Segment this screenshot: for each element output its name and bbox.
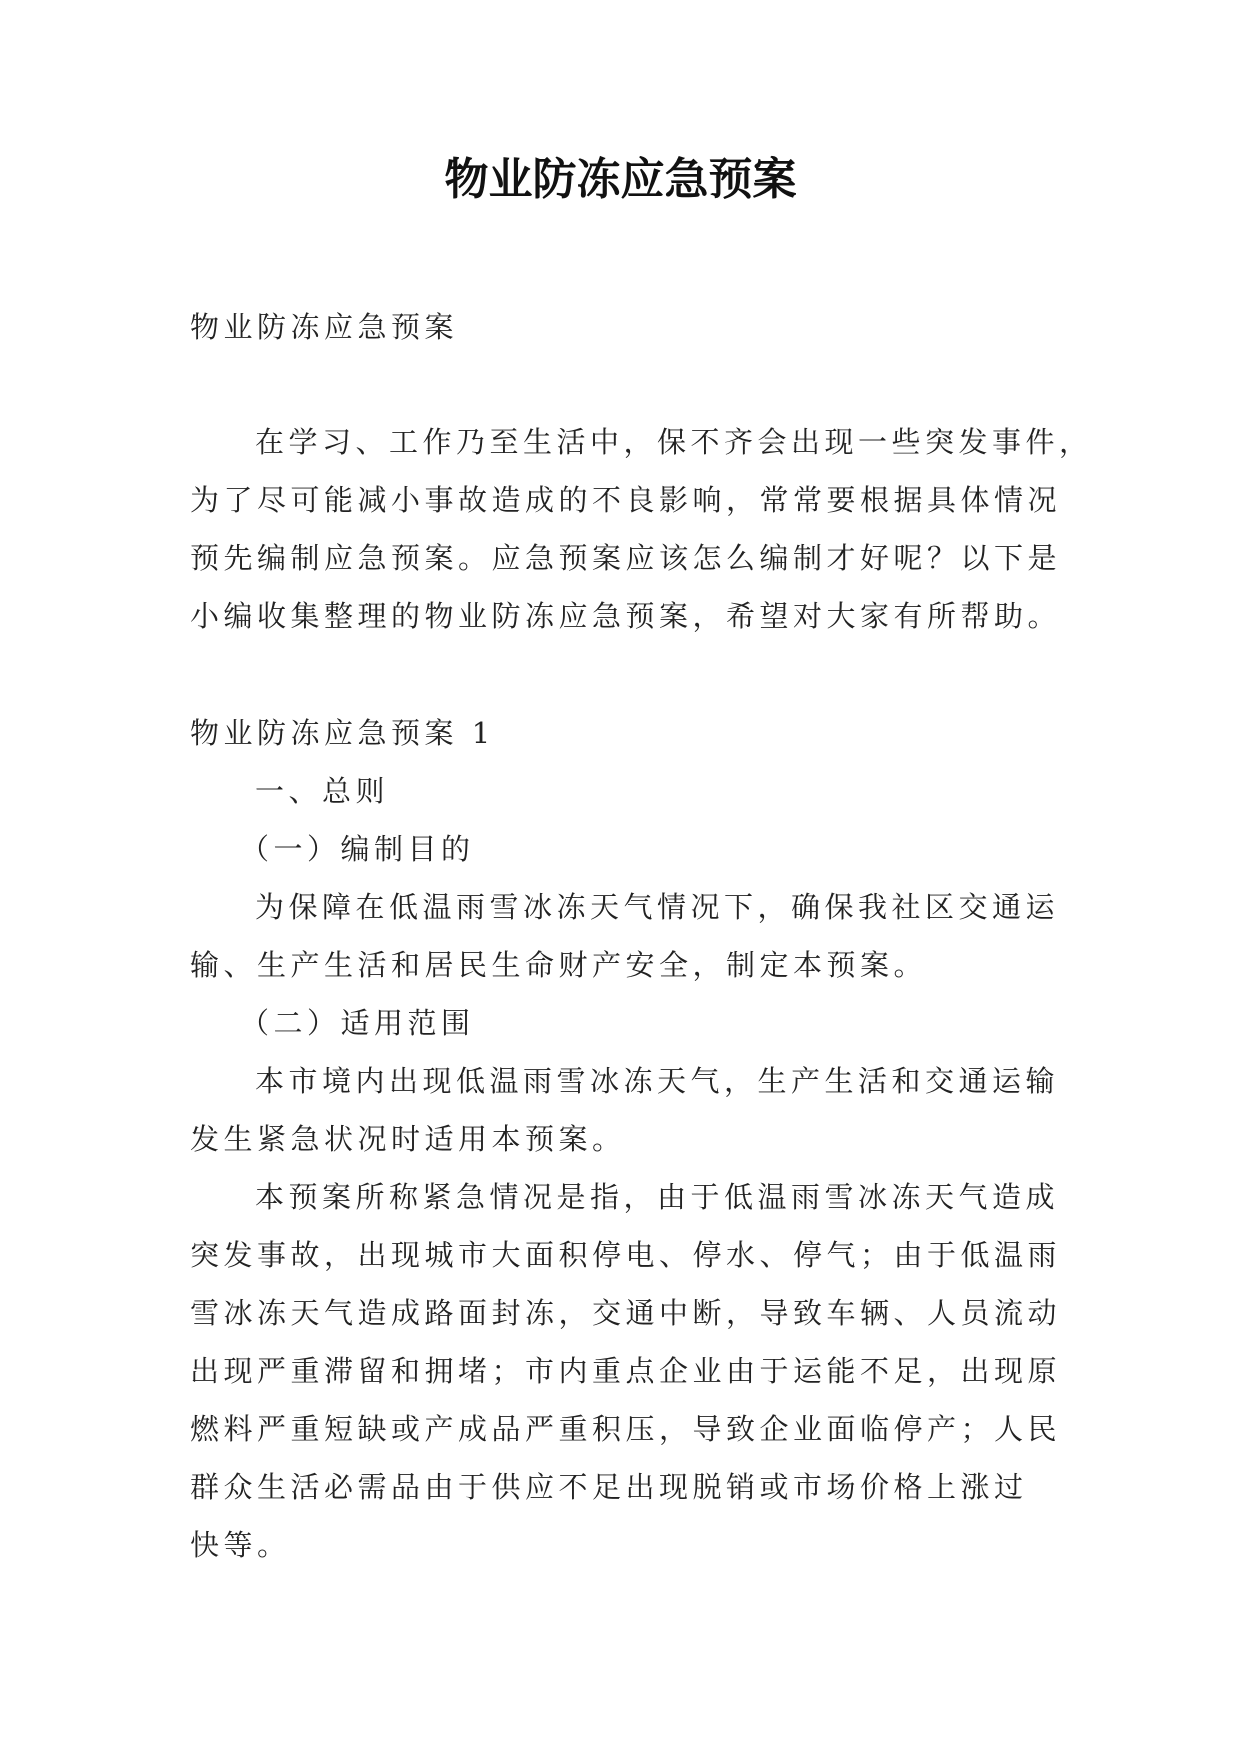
intro-line: 为了尽可能减小事故造成的不良影响，常常要根据具体情况 bbox=[190, 483, 1062, 517]
emergency-line: 燃料严重短缺或产成品严重积压，导致企业面临停产；人民 bbox=[190, 1412, 1062, 1446]
heading-purpose: （一）编制目的 bbox=[240, 832, 475, 866]
emergency-line: 本预案所称紧急情况是指，由于低温雨雪冰冻天气造成 bbox=[255, 1180, 1060, 1214]
heading-scope: （二）适用范围 bbox=[240, 1006, 475, 1040]
intro-paragraph bbox=[190, 413, 1093, 645]
emergency-line: 突发事故，出现城市大面积停电、停水、停气；由于低温雨 bbox=[190, 1238, 1062, 1272]
document-subtitle: 物业防冻应急预案 bbox=[190, 310, 459, 344]
purpose-paragraph bbox=[190, 878, 1060, 994]
emergency-line: 出现严重滞留和拥堵；市内重点企业由于运能不足，出现原 bbox=[190, 1354, 1062, 1388]
emergency-line: 群众生活必需品由于供应不足出现脱销或市场价格上涨过 bbox=[190, 1470, 1028, 1504]
purpose-line: 输、生产生活和居民生命财产安全，制定本预案。 bbox=[190, 948, 928, 982]
emergency-line: 快等。 bbox=[190, 1528, 291, 1562]
section-title: 物业防冻应急预案 1 bbox=[190, 716, 495, 750]
scope-paragraph bbox=[190, 1052, 1060, 1168]
intro-line: 在学习、工作乃至生活中，保不齐会出现一些突发事件， bbox=[255, 425, 1093, 459]
purpose-line: 为保障在低温雨雪冰冻天气情况下，确保我社区交通运 bbox=[255, 890, 1060, 924]
scope-line: 发生紧急状况时适用本预案。 bbox=[190, 1122, 626, 1156]
emergency-line: 雪冰冻天气造成路面封冻，交通中断，导致车辆、人员流动 bbox=[190, 1296, 1062, 1330]
intro-line: 预先编制应急预案。应急预案应该怎么编制才好呢？以下是 bbox=[190, 541, 1062, 575]
scope-line: 本市境内出现低温雨雪冰冻天气，生产生活和交通运输 bbox=[255, 1064, 1060, 1098]
document-title: 物业防冻应急预案 bbox=[444, 154, 797, 205]
heading-general: 一、总则 bbox=[255, 774, 390, 808]
emergency-paragraph bbox=[190, 1168, 1062, 1574]
intro-line: 小编收集整理的物业防冻应急预案，希望对大家有所帮助。 bbox=[190, 599, 1062, 633]
